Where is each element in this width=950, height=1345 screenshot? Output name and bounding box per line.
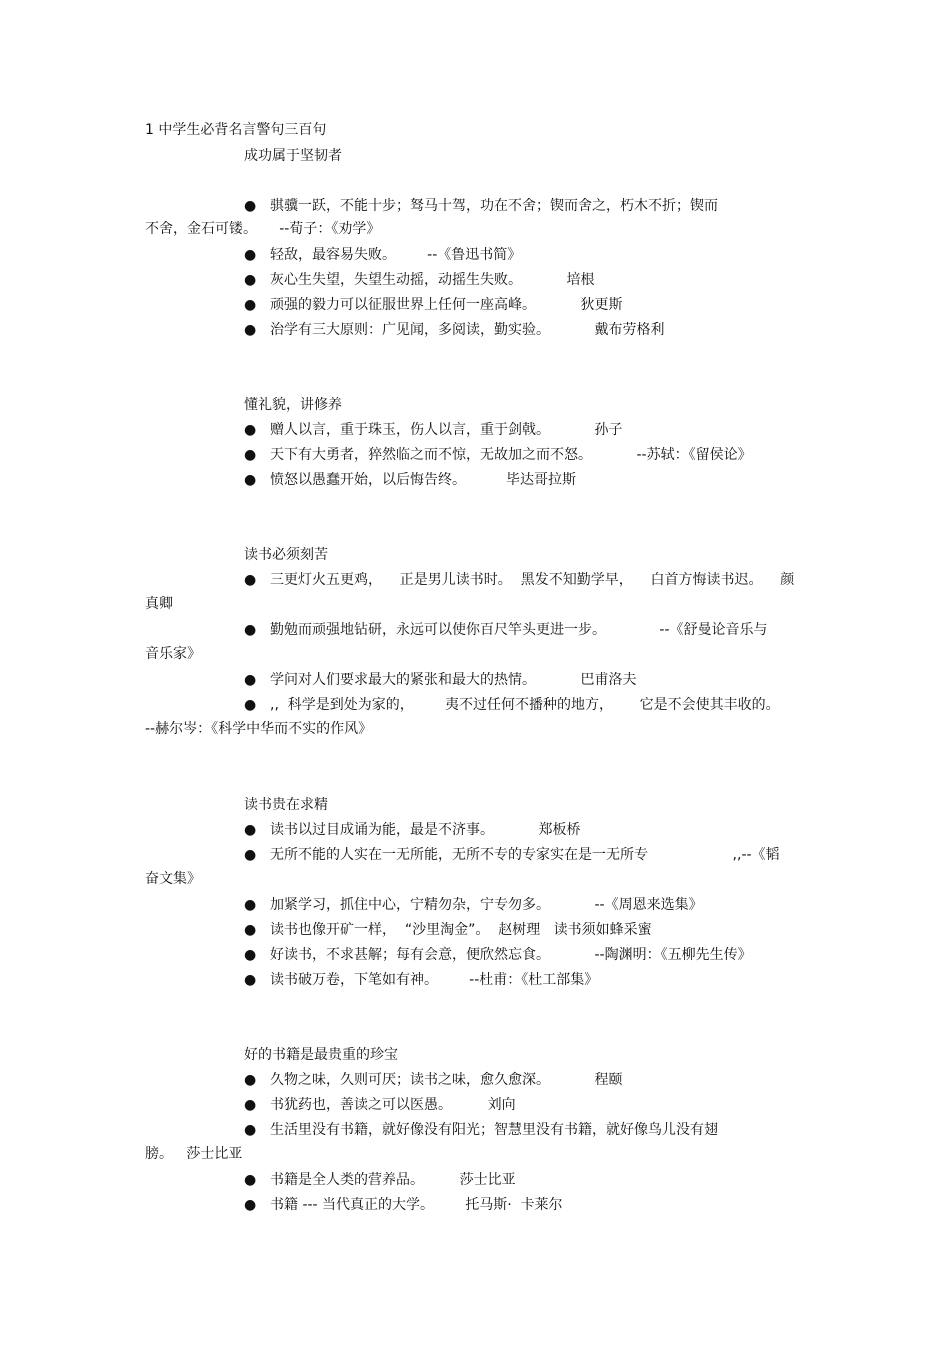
bullet-icon: ● [244,1122,257,1138]
bullet-icon: ● [244,822,257,838]
bullet-icon: ● [244,422,257,438]
section-heading: 好的书籍是最贵重的珍宝 [244,1047,398,1063]
quote-line: 无所不能的人实在一无所能，无所不专的专家实在是一无所专 ,,--《韬 [270,847,780,863]
bullet-icon: ● [244,322,257,338]
bullet-icon: ● [244,1172,257,1188]
section-heading: 读书必须刻苦 [244,547,328,563]
section-heading: 成功属于坚韧者 [244,148,342,164]
bullet-icon: ● [244,622,257,638]
quote-line: 学问对人们要求最大的紧张和最大的热情。 巴甫洛夫 [270,672,637,688]
section-heading: 懂礼貌，讲修养 [244,397,342,413]
bullet-icon: ● [244,672,257,688]
quote-continuation: --赫尔岑：《科学中华而不实的作风》 [145,721,373,737]
bullet-icon: ● [244,472,257,488]
quote-line: ,, 科学是到处为家的， 夷不过任何不播种的地方， 它是不会使其丰收的。 [270,697,780,713]
quote-line: 愤怒以愚蠢开始，以后悔告终。 毕达哥拉斯 [270,472,577,488]
document-title: 1 中学生必背名言警句三百句 [145,122,327,138]
quote-continuation: 真卿 [145,596,173,612]
quote-line: 久物之味，久则可厌；读书之味，愈久愈深。 程颐 [270,1072,623,1088]
bullet-icon: ● [244,272,257,288]
bullet-icon: ● [244,247,257,263]
quote-line: 勤勉而顽强地钻研，永远可以使你百尺竿头更进一步。 --《舒曼论音乐与 [270,622,768,638]
bullet-icon: ● [244,1072,257,1088]
quote-line: 骐骥一跃，不能十步；驽马十驾，功在不舍；锲而舍之，朽木不折；锲而 [270,198,718,214]
bullet-icon: ● [244,572,257,588]
quote-continuation: 音乐家》 [145,646,201,662]
quote-line: 加紧学习，抓住中心，宁精勿杂，宁专勿多。 --《周恩来选集》 [270,897,703,913]
quote-line: 天下有大勇者，猝然临之而不惊，无故加之而不怒。 --苏轼：《留侯论》 [270,447,752,463]
bullet-icon: ● [244,447,257,463]
quote-continuation: 膀。 莎士比亚 [145,1146,243,1162]
quote-line: 读书也像开矿一样， “沙里淘金”。 赵树理 读书须如蜂采蜜 [270,922,652,938]
bullet-icon: ● [244,922,257,938]
quote-line: 书籍 --- 当代真正的大学。 托马斯· 卡莱尔 [270,1197,563,1213]
quote-line: 轻敌，最容易失败。 --《鲁迅书简》 [270,247,522,263]
bullet-icon: ● [244,847,257,863]
bullet-icon: ● [244,1197,257,1213]
quote-line: 好读书，不求甚解；每有会意，便欣然忘食。 --陶渊明：《五柳先生传》 [270,947,752,963]
bullet-icon: ● [244,697,257,713]
bullet-icon: ● [244,947,257,963]
quote-line: 赠人以言，重于珠玉，伤人以言，重于剑戟。 孙子 [270,422,623,438]
quote-line: 灰心生失望，失望生动摇，动摇生失败。 培根 [270,272,595,288]
bullet-icon: ● [244,1097,257,1113]
bullet-icon: ● [244,198,257,214]
quote-line: 生活里没有书籍，就好像没有阳光；智慧里没有书籍，就好像鸟儿没有翅 [270,1122,718,1138]
quote-line: 书籍是全人类的营养品。 莎士比亚 [270,1172,516,1188]
quote-continuation: 奋文集》 [145,871,201,887]
quote-line: 书犹药也，善读之可以医愚。 刘向 [270,1097,516,1113]
quote-line: 三更灯火五更鸡， 正是男儿读书时。 黑发不知勤学早， 白首方悔读书迟。 颜 [270,572,795,588]
quote-line: 读书破万卷，下笔如有神。 --杜甫：《杜工部集》 [270,972,599,988]
quote-continuation: 不舍，金石可镂。 --荀子：《劝学》 [145,221,381,237]
quote-line: 顽强的毅力可以征服世界上任何一座高峰。 狄更斯 [270,297,623,313]
bullet-icon: ● [244,297,257,313]
quote-line: 治学有三大原则：广见闻，多阅读，勤实验。 戴布劳格利 [270,322,665,338]
bullet-icon: ● [244,972,257,988]
quote-line: 读书以过目成诵为能，最是不济事。 郑板桥 [270,822,581,838]
bullet-icon: ● [244,897,257,913]
section-heading: 读书贵在求精 [244,797,328,813]
